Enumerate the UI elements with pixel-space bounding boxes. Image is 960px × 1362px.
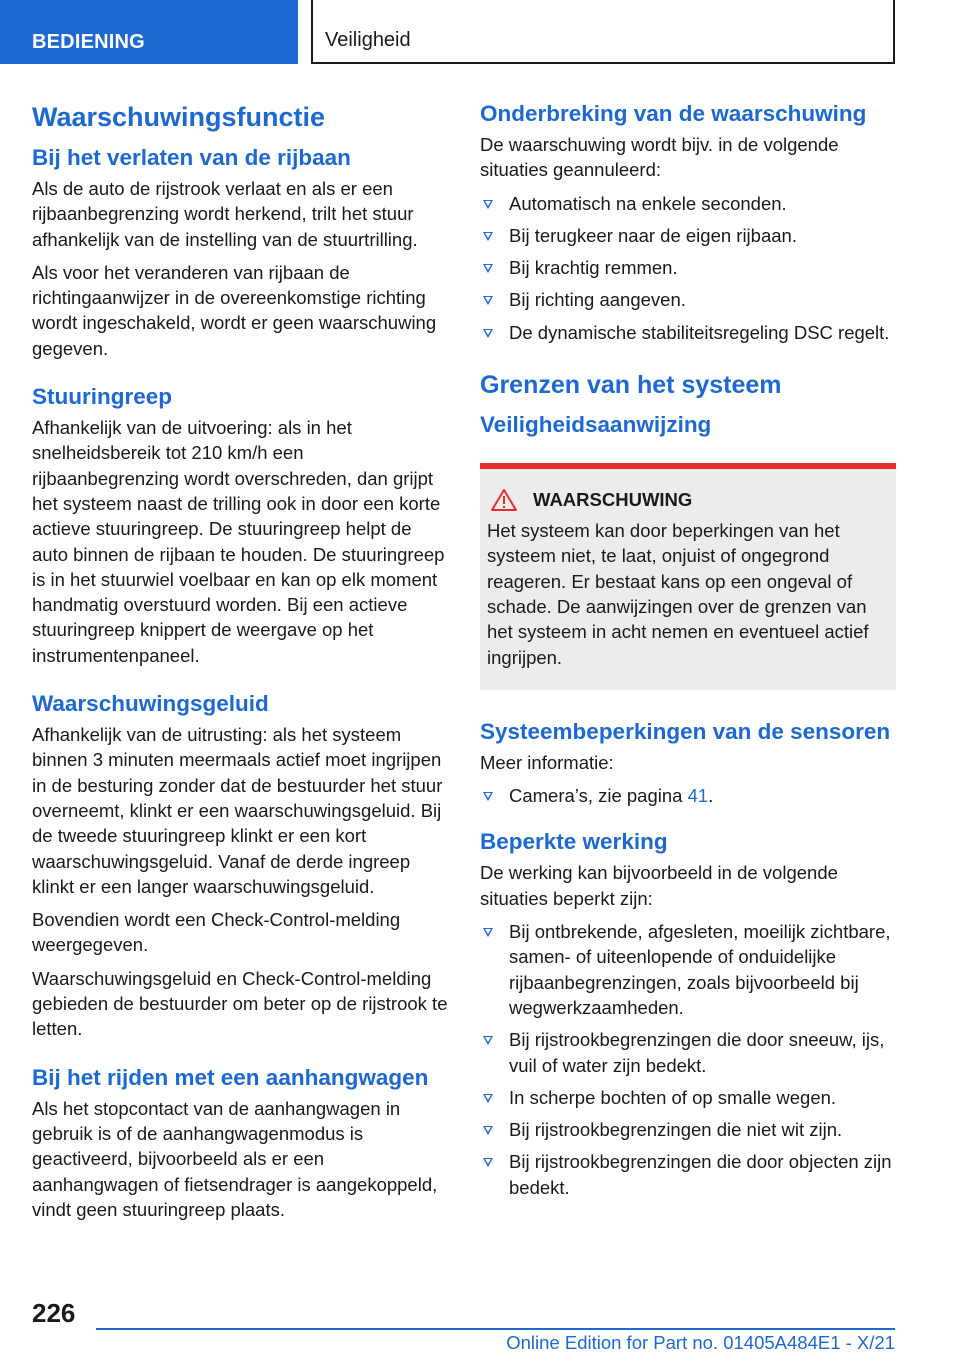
paragraph: Waarschuwingsgeluid en Check-Control-melding gebieden de bestuurder om beter op de rijstrook te letten.	[32, 967, 448, 1040]
list-limited	[480, 919, 896, 1200]
heading-sensor-limits: Systeembeperkingen van de sensoren	[480, 718, 891, 744]
paragraph: Bovendien wordt een Check-Control-melding weergegeven.	[32, 909, 401, 956]
triangle-bullet-icon	[483, 200, 493, 209]
paragraph: Afhankelijk van de uitvoering: als in het snelheidsbereik tot 210 km/h een rijbaanbegrenzing wordt overschreden, dan grijpt het systeem naast de trilling ook in door een korte actieve stuuringreep. De stuuringreep helpt de auto binnen de rijbaan te houden. De stuuringreep is in het stuurwiel voelbaar en kan op elk moment handmatig overstuurd worden. Bij een actieve stuuringreep knippert de weergave op het instrumentenpaneel.	[32, 417, 445, 666]
triangle-bullet-icon	[483, 1158, 493, 1167]
list-item: Bij rijstrookbegrenzingen die door sneeuw, ijs, vuil of water zijn bedekt.	[480, 1027, 896, 1078]
list-interruption	[480, 191, 896, 345]
heading-warning-sound: Waarschuwingsgeluid	[32, 691, 269, 717]
warning-triangle-icon	[491, 489, 517, 511]
warning-title: WAARSCHUWING	[487, 487, 889, 512]
page-link[interactable]: 41	[687, 785, 709, 807]
triangle-bullet-icon	[483, 1094, 493, 1103]
list-item: Bij rijstrookbegrenzingen die niet wit zijn.	[480, 1117, 896, 1142]
heading-lane-departure: Bij het verlaten van de rijbaan	[32, 145, 351, 170]
paragraph: Meer informatie:	[480, 751, 614, 773]
paragraph: Als de auto de rijstrook verlaat en als er een rijbaanbegrenzing wordt herkend, trilt het stuur afhankelijk van de instelling van de stuurtrilling.	[32, 178, 418, 250]
page-title: Waarschuwingsfunctie	[32, 102, 326, 132]
heading-safety: Veiligheidsaanwijzing	[480, 412, 712, 438]
footer-divider	[96, 1328, 895, 1330]
triangle-bullet-icon	[483, 232, 493, 241]
triangle-bullet-icon	[483, 1126, 493, 1135]
triangle-bullet-icon	[483, 296, 493, 305]
paragraph: Als het stopcontact van de aanhangwagen in gebruik is of de aanhangwagenmodus is geactiveerd, bijvoorbeeld als er een aanhangwagen of fietsendrager is aangekoppeld, vindt geen stuuringreep plaats.	[32, 1097, 438, 1220]
list-item: Bij krachtig remmen.	[480, 255, 896, 280]
list-item: Bij rijstrookbegrenzingen die door objecten zijn bedekt.	[480, 1149, 896, 1200]
triangle-bullet-icon	[483, 928, 493, 937]
left-column	[32, 100, 448, 1230]
list-item: De dynamische stabiliteitsregeling DSC regelt.	[480, 320, 896, 345]
heading-limited-operation: Beperkte werking	[480, 829, 668, 855]
warning-box	[480, 463, 896, 690]
list-item: Bij terugkeer naar de eigen rijbaan.	[480, 223, 896, 248]
triangle-bullet-icon	[483, 329, 493, 338]
subsection-tab: Veiligheid	[311, 0, 895, 64]
list-item: In scherpe bochten of op smalle wegen.	[480, 1085, 896, 1110]
list-item: Bij ontbrekende, afgesleten, moeilijk zichtbare, samen- of uiteenlopende of onduidelijke rijbaanbegrenzingen, zoals bijvoorbeeld bij wegwerkzaamheden.	[480, 919, 896, 1020]
list-item: Automatisch na enkele seconden.	[480, 191, 896, 216]
heading-interruption: Onderbreking van de waarschuwing	[480, 101, 867, 126]
heading-trailer: Bij het rijden met een aanhangwagen	[32, 1064, 429, 1090]
paragraph: De waarschuwing wordt bijv. in de volgende situaties geannuleerd:	[480, 134, 839, 181]
triangle-bullet-icon	[483, 1036, 493, 1045]
list-item: Bij richting aangeven.	[480, 287, 896, 312]
paragraph: Afhankelijk van de uitrusting: als het systeem binnen 3 minuten meermaals actief moet ingrijpen in de besturing zonder dat de bestuurder het stuur overneemt, klinkt er een waarschuwingsgeluid. Bij de tweede stuuringreep klinkt er een kort waarschuwingsgeluid. Vanaf de derde ingreep klinkt er een langer waarschuwingsgeluid.	[32, 724, 443, 897]
heading-system-limits: Grenzen van het systeem	[480, 371, 782, 400]
list-sensor	[480, 783, 896, 808]
list-item: Camera’s, zie pagina 41.	[480, 783, 896, 808]
paragraph: De werking kan bijvoorbeeld in de volgende situaties beperkt zijn:	[480, 862, 838, 909]
paragraph: Als voor het veranderen van rijbaan de richtingaanwijzer in de overeenkomstige richting wordt ingeschakeld, wordt er geen waarschuwing gegeven.	[32, 261, 437, 359]
triangle-bullet-icon	[483, 264, 493, 273]
triangle-bullet-icon	[483, 792, 493, 801]
page-number: 226	[32, 1298, 76, 1328]
heading-steering: Stuuringreep	[32, 384, 173, 410]
section-tab: BEDIENING	[0, 0, 298, 64]
warning-text: Het systeem kan door beperkingen van het systeem niet, te laat, onjuist of ongegrond reageren. Er bestaat kans op een ongeval of schade. De aanwijzingen over de grenzen van het systeem in acht nemen en eventueel actief ingrijpen.	[487, 520, 869, 668]
right-column	[480, 100, 896, 1207]
footer-edition: Online Edition for Part no. 01405A484E1 - X/21	[506, 1332, 895, 1353]
